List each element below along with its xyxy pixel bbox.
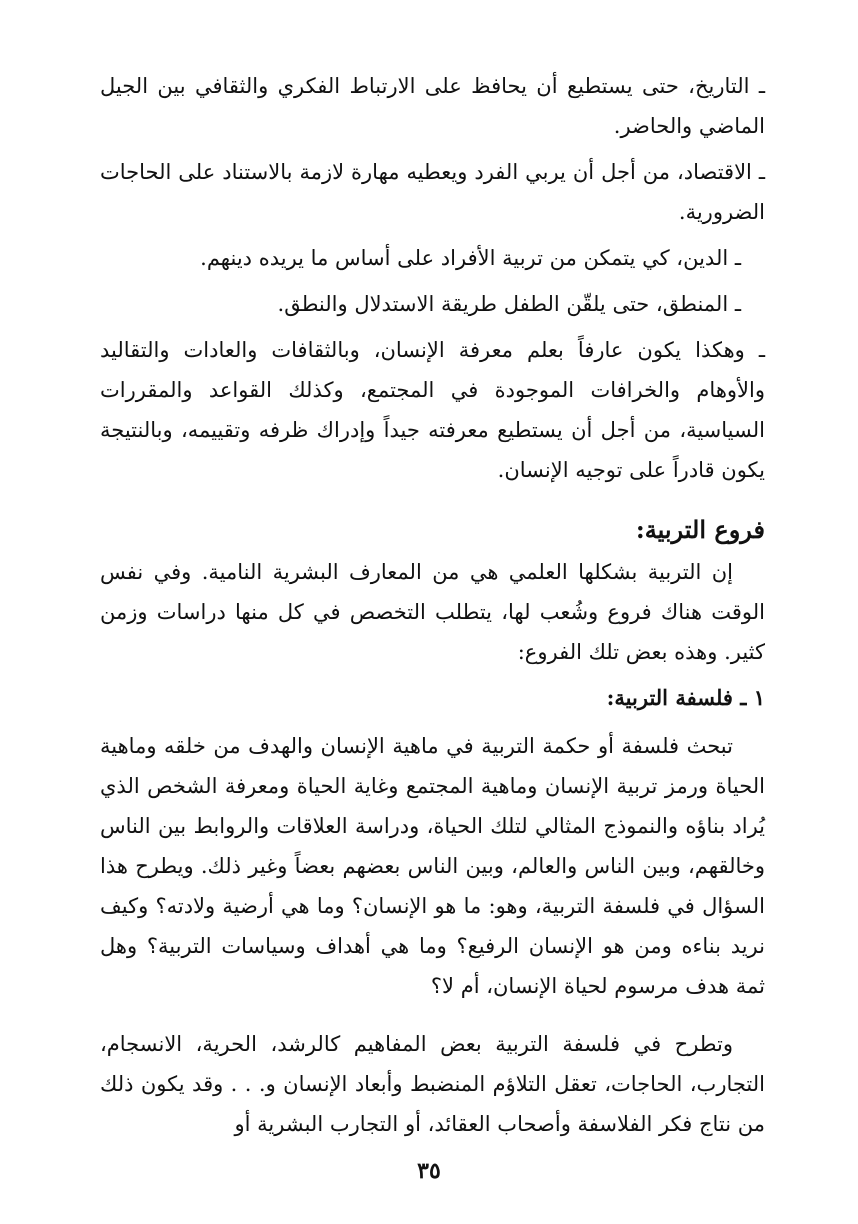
list-item-economy: ـ الاقتصاد، من أجل أن يربي الفرد ويعطيه مهارة لازمة بالاستناد على الحاجات الضرورية. <box>100 160 765 224</box>
list-item-anthropology: ـ وهكذا يكون عارفاً بعلم معرفة الإنسان، وبالثقافات والعادات والتقاليد والأوهام والخرافات الموجودة في المجتمع، وكذلك القواعد والمقررات السياسية، من أجل أن يستطيع معرفته جيداً وإدراك ظرفه وتقييمه، وبالنتيجة يكون قادراً على توجيه الإنسان. <box>100 338 765 482</box>
list-item-logic: ـ المنطق، حتى يلقّن الطفل طريقة الاستدلال والنطق. <box>277 292 741 316</box>
subsection-paragraph-1: تبحث فلسفة أو حكمة التربية في ماهية الإنسان والهدف من خلقه وماهية الحياة ورمز تربية الإنسان وماهية المجتمع وغاية الحياة ومعرفة الشخص الذي يُراد بناؤه والنموذج المثالي لتلك الحياة، ودراسة العلاقات والروابط بين الناس وخالقهم، وبين الناس والعالم، وبين الناس بعضهم بعضاً وغير ذلك. ويطرح هذا السؤال في فلسفة التربية، وهو: ما هو الإنسان؟ وما هي أرضية ولادته؟ وكيف نريد بناءه ومن هو الإنسان الرفيع؟ وما هي أهداف وسياسات التربية؟ وهل ثمة هدف مرسوم لحياة الإنسان، أم لا؟ <box>100 734 765 998</box>
section-intro: إن التربية بشكلها العلمي هي من المعارف البشرية النامية. وفي نفس الوقت هناك فروع وشُعب لها، يتطلب التخصص في كل منها دراسات وزمن كثير. وهذه بعض تلك الفروع: <box>100 560 765 664</box>
section-heading: فروع التربية: <box>635 515 765 544</box>
list-item-religion: ـ الدين، كي يتمكن من تربية الأفراد على أساس ما يريده دينهم. <box>200 246 741 270</box>
list-item-history: ـ التاريخ، حتى يستطيع أن يحافظ على الارتباط الفكري والثقافي بين الجيل الماضي والحاضر. <box>100 74 765 138</box>
page-body <box>100 66 765 1150</box>
subsection-paragraph-2: وتطرح في فلسفة التربية بعض المفاهيم كالرشد، الحرية، الانسجام، التجارب، الحاجات، تعقل التلاؤم المنضبط وأبعاد الإنسان و. . . وقد يكون ذلك من نتاج فكر الفلاسفة وأصحاب العقائد، أو التجارب البشرية أو <box>100 1032 765 1136</box>
page-number: ٣٥ <box>417 1158 441 1184</box>
subsection-heading: ١ ـ فلسفة التربية: <box>606 685 765 710</box>
